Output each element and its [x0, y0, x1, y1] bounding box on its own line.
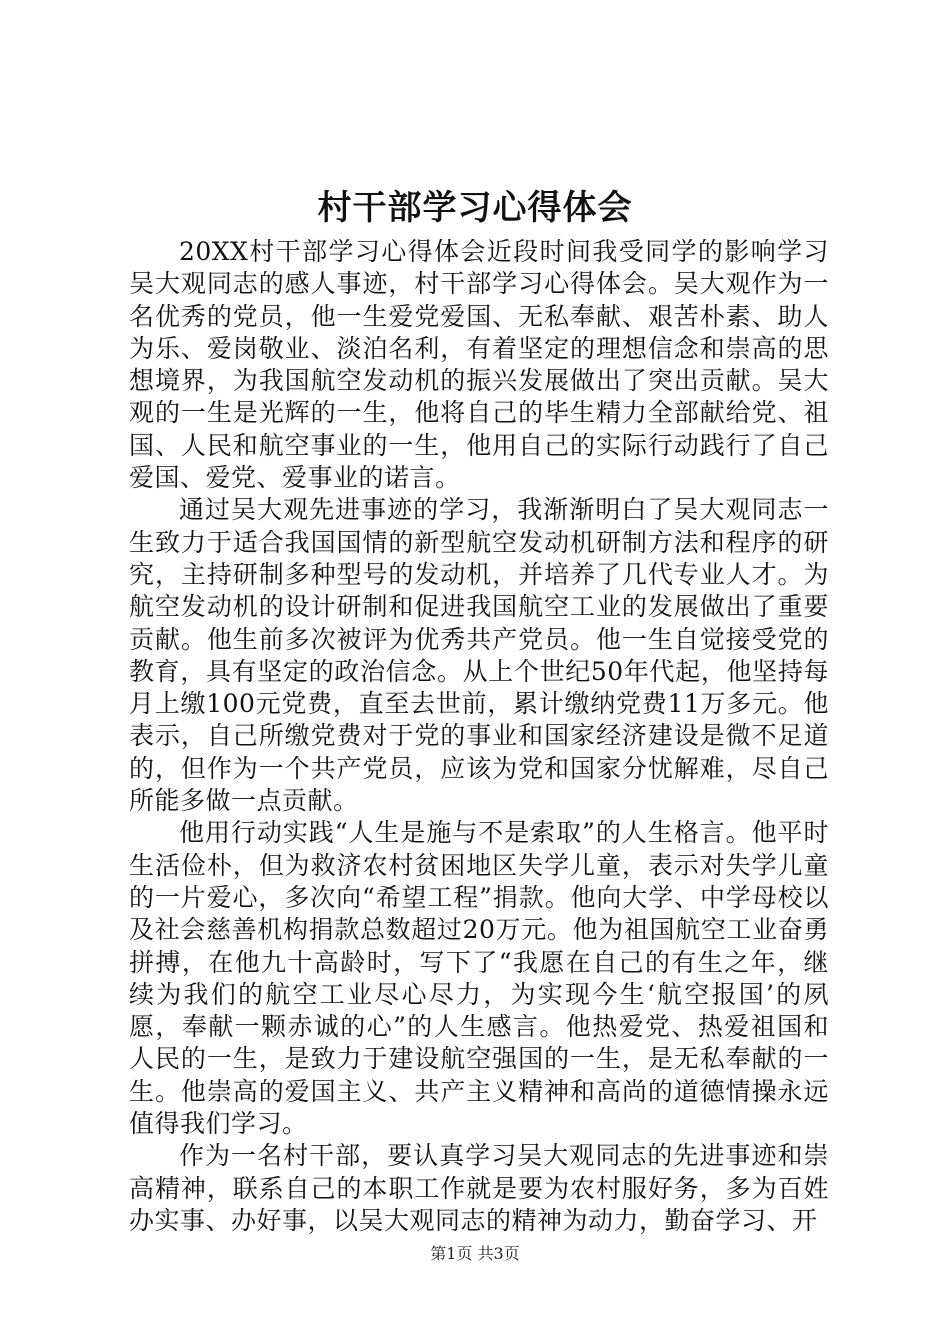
document-body [129, 236, 829, 1237]
body-paragraph-4: 作为一名村干部，要认真学习吴大观同志的先进事迹和崇高精神，联系自己的本职工作就是要为农村服好务，多为百姓办实事、办好事，以吴大观同志的精神为动力，勤奋学习、开 [129, 1141, 829, 1235]
body-paragraph-1: 20XX村干部学习心得体会近段时间我受同学的影响学习吴大观同志的感人事迹，村干部学习心得体会。吴大观作为一名优秀的党员，他一生爱党爱国、无私奉献、艰苦朴素、助人为乐、爱岗敬业、淡泊名利，有着坚定的理想信念和崇高的思想境界，为我国航空发动机的振兴发展做出了突出贡献。吴大观的一生是光辉的一生，他将自己的毕生精力全部献给党、祖国、人民和航空事业的一生，他用自己的实际行动践行了自己爱国、爱党、爱事业的诺言。 [129, 237, 829, 493]
document-title: 村干部学习心得体会 [317, 188, 633, 228]
body-paragraph-3: 他用行动实践“人生是施与不是索取”的人生格言。他平时生活俭朴，但为救济农村贫困地区失学儿童，表示对失学儿童的一片爱心，多次向“希望工程”捐款。他向大学、中学母校以及社会慈善机构捐款总数超过20万元。他为祖国航空工业奋勇拼搏，在他九十高龄时，写下了“我愿在自己的有生之年，继续为我们的航空工业尽心尽力，为实现今生‘航空报国’的夙愿，奉献一颗赤诚的心”的人生感言。他热爱党、热爱祖国和人民的一生，是致力于建设航空强国的一生，是无私奉献的一生。他崇高的爱国主义、共产主义精神和高尚的道德情操永远值得我们学习。 [129, 818, 829, 1139]
page-footer: 第1页 共3页 [430, 1244, 520, 1263]
body-paragraph-2: 通过吴大观先进事迹的学习，我渐渐明白了吴大观同志一生致力于适合我国国情的新型航空发动机研制方法和程序的研究，主持研制多种型号的发动机，并培养了几代专业人才。为航空发动机的设计研制和促进我国航空工业的发展做出了重要贡献。他生前多次被评为优秀共产党员。他一生自觉接受党的教育，具有坚定的政治信念。从上个世纪50年代起，他坚持每月上缴100元党费，直至去世前，累计缴纳党费11万多元。他表示，自己所缴党费对于党的事业和国家经济建设是微不足道的，但作为一个共产党员，应该为党和国家分忧解难，尽自己所能多做一点贡献。 [129, 495, 829, 816]
